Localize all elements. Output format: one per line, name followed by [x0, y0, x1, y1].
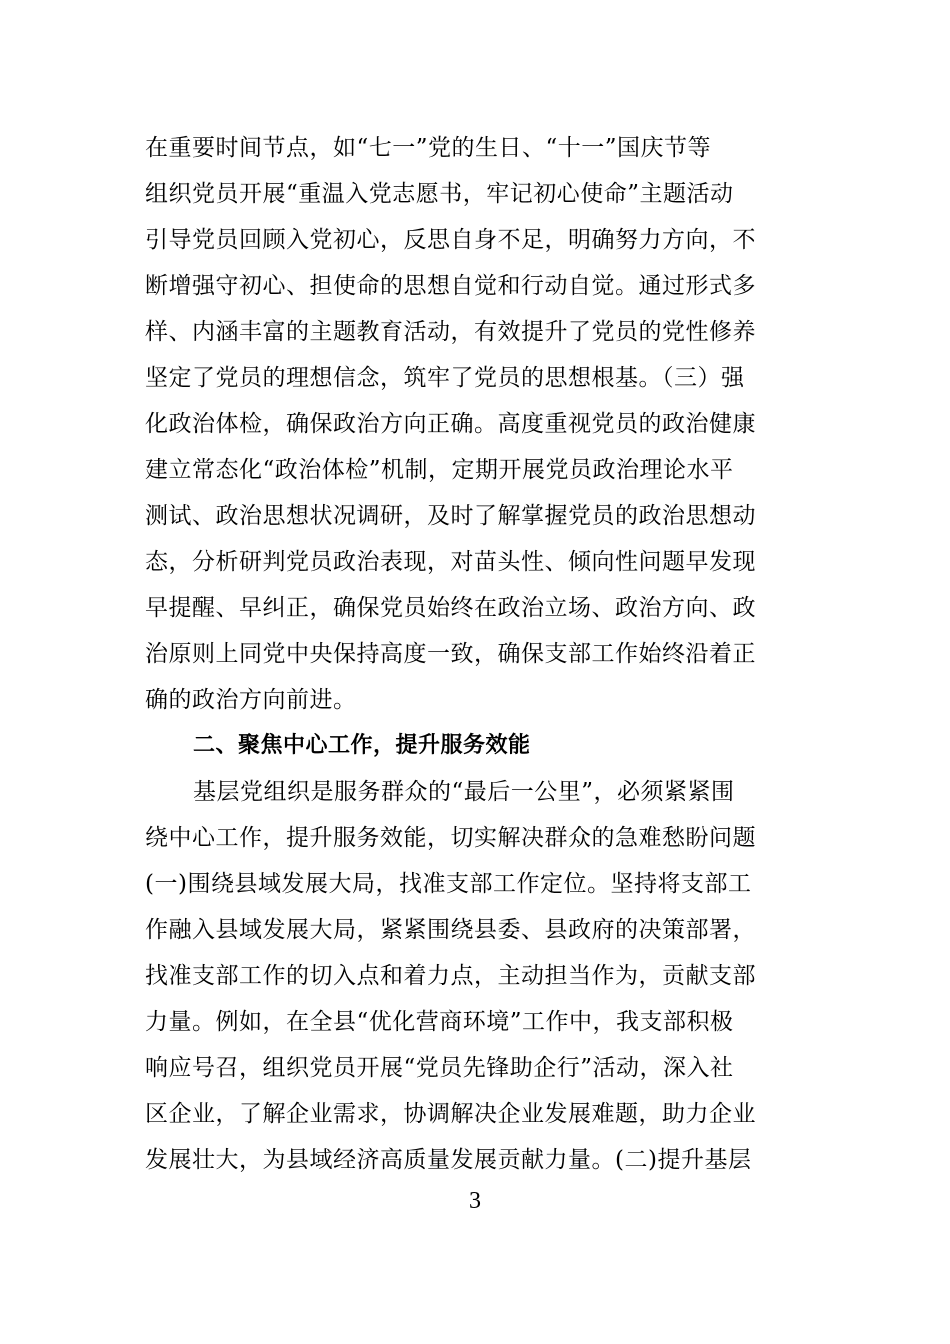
body-line: 在重要时间节点，如“七一”党的生日、“十一”国庆节等 — [145, 135, 712, 161]
body-line: 态，分析研判党员政治表现，对苗头性、倾向性问题早发现 — [145, 549, 756, 575]
body-line: 绕中心工作，提升服务效能，切实解决群众的急难愁盼问题 — [145, 825, 756, 851]
body-line: 作融入县域发展大局，紧紧围绕县委、县政府的决策部署， — [145, 917, 756, 943]
body-line: 早提醒、早纠正，确保党员始终在政治立场、政治方向、政 — [145, 595, 756, 621]
body-line: 坚定了党员的理想信念，筑牢了党员的思想根基。（三）强 — [145, 365, 745, 391]
body-line: 化政治体检，确保政治方向正确。高度重视党员的政治健康 — [145, 411, 756, 437]
body-line: 区企业，了解企业需求，协调解决企业发展难题，助力企业 — [145, 1101, 756, 1127]
body-line: 力量。例如，在全县“优化营商环境”工作中，我支部积极 — [145, 1009, 734, 1035]
body-line: 发展壮大，为县域经济高质量发展贡献力量。(二)提升基层 — [145, 1147, 752, 1173]
body-line: 基层党组织是服务群众的“最后一公里”，必须紧紧围 — [193, 779, 735, 805]
body-line: (一)围绕县域发展大局，找准支部工作定位。坚持将支部工 — [145, 871, 752, 897]
section-heading: 二、聚焦中心工作，提升服务效能 — [193, 733, 531, 758]
body-line: 引导党员回顾入党初心，反思自身不足，明确努力方向，不 — [145, 227, 756, 253]
body-line: 样、内涵丰富的主题教育活动，有效提升了党员的党性修养 — [145, 319, 756, 345]
body-line: 响应号召，组织党员开展“党员先锋助企行”活动，深入社 — [145, 1055, 734, 1081]
body-line: 建立常态化“政治体检”机制，定期开展党员政治理论水平 — [145, 457, 734, 483]
body-line: 找准支部工作的切入点和着力点，主动担当作为，贡献支部 — [145, 963, 756, 989]
page-number: 3 — [469, 1188, 481, 1214]
body-line: 测试、政治思想状况调研，及时了解掌握党员的政治思想动 — [145, 503, 756, 529]
body-line: 治原则上同党中央保持高度一致，确保支部工作始终沿着正 — [145, 641, 756, 667]
body-line: 组织党员开展“重温入党志愿书，牢记初心使命”主题活动 — [145, 181, 734, 207]
body-line: 断增强守初心、担使命的思想自觉和行动自觉。通过形式多 — [145, 273, 756, 299]
body-line: 确的政治方向前进。 — [145, 687, 357, 713]
